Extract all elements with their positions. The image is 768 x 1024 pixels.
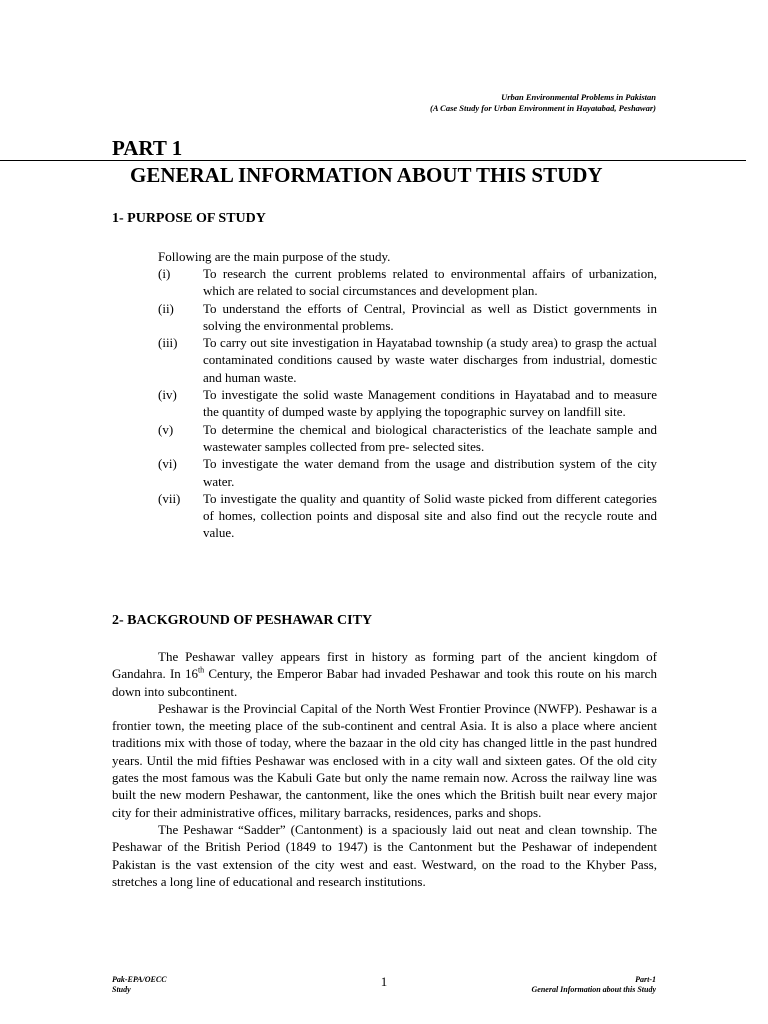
page-number: 1: [380, 974, 388, 989]
section-heading-background: 2- BACKGROUND OF PESHAWAR CITY: [112, 613, 373, 628]
list-item: [158, 300, 657, 335]
paragraph-text: Century, the Emperor Babar had invaded Peshawar and took this route on his march down into subcontinent.: [112, 666, 657, 699]
paragraph-text: The Peshawar valley appears first in history as forming part of the ancient kingdom of Gandahra. In 16: [112, 649, 657, 682]
title-rule: [0, 160, 746, 161]
list-item-text: To investigate the water demand from the usage and distribution system of the city water.: [203, 456, 657, 489]
list-item-number: (iii): [158, 335, 178, 351]
background-body: [112, 648, 657, 890]
list-item: [158, 455, 657, 490]
list-item: [158, 490, 657, 542]
list-item-text: To carry out site investigation in Hayatabad township (a study area) to grasp the actual contaminated conditions caused by waste water discharges from industrial, domestic and human waste.: [203, 335, 657, 385]
list-item: [158, 265, 657, 300]
footer-right-line1: Part-1: [635, 975, 656, 984]
list-item: [158, 334, 657, 386]
footer-left-line1: Pak-EPA/OECC: [112, 975, 167, 984]
list-item-text: To investigate the quality and quantity of Solid waste picked from different categories of homes, collection points and disposal site and also find out the recycle route and value.: [203, 490, 657, 541]
list-item-number: (vii): [158, 490, 181, 506]
footer-left-line2: Study: [112, 985, 131, 994]
background-paragraph-1: [112, 648, 657, 700]
list-item-number: (i): [158, 266, 171, 281]
running-header-subtitle: (A Case Study for Urban Environment in Hayatabad, Peshawar): [430, 103, 656, 113]
list-item-text: To understand the efforts of Central, Provincial as well as Distict governments in solving the environmental problems.: [203, 300, 657, 333]
list-item-number: (ii): [158, 300, 174, 316]
running-header-title: Urban Environmental Problems in Pakistan: [501, 92, 656, 102]
list-item-number: (vi): [158, 456, 177, 472]
list-item: [158, 386, 657, 421]
footer-right-line2: General Information about this Study: [531, 985, 656, 994]
list-item-text: To investigate the solid waste Management conditions in Hayatabad and to measure the quantity of dumped waste by applying the topographic survey on landfill site.: [203, 387, 657, 420]
list-item: [158, 421, 657, 456]
purpose-list: [158, 265, 657, 542]
section-heading-purpose: 1- PURPOSE OF STUDY: [112, 211, 266, 226]
page-title: GENERAL INFORMATION ABOUT THIS STUDY: [130, 163, 603, 187]
part-label: PART 1: [112, 136, 183, 160]
list-item-number: (v): [158, 421, 174, 437]
purpose-intro: Following are the main purpose of the study.: [158, 249, 391, 264]
background-paragraph-2: Peshawar is the Provincial Capital of the North West Frontier Province (NWFP). Peshawar is a frontier town, the meeting place of the sub-continent and central Asia. It is also a place where ancient traditions mix with those of today, where the bazaar in the old city has changed little in the past hundred years. Until the mid fifties Peshawar was enclosed with in a city wall and sixteen gates. Of the old city gates the most famous was the Kabuli Gate but only the name remain now. Across the railway line was built the new modern Peshawar, the cantonment, like the ones which the British built near every major city for their administrative offices, military barracks, residences, parks and shops.: [112, 700, 657, 820]
background-paragraph-3: The Peshawar “Sadder” (Cantonment) is a spaciously laid out neat and clean township. The Peshawar of the British Period (1849 to 1947) is the Cantonment but the Peshawar of independent Pakistan is the vast extension of the city west and east. Westward, on the road to the Khyber Pass, stretches a long line of educational and research institutions.: [112, 821, 657, 889]
list-item-number: (iv): [158, 387, 177, 403]
footer-right: [532, 975, 656, 995]
list-item-text: To determine the chemical and biological characteristics of the leachate sample and wastewater samples collected from pre- selected sites.: [203, 421, 657, 454]
list-item-text: To research the current problems related to environmental affairs of urbanization, which are related to social circumstances and development plan.: [203, 266, 657, 299]
superscript: th: [197, 665, 205, 675]
